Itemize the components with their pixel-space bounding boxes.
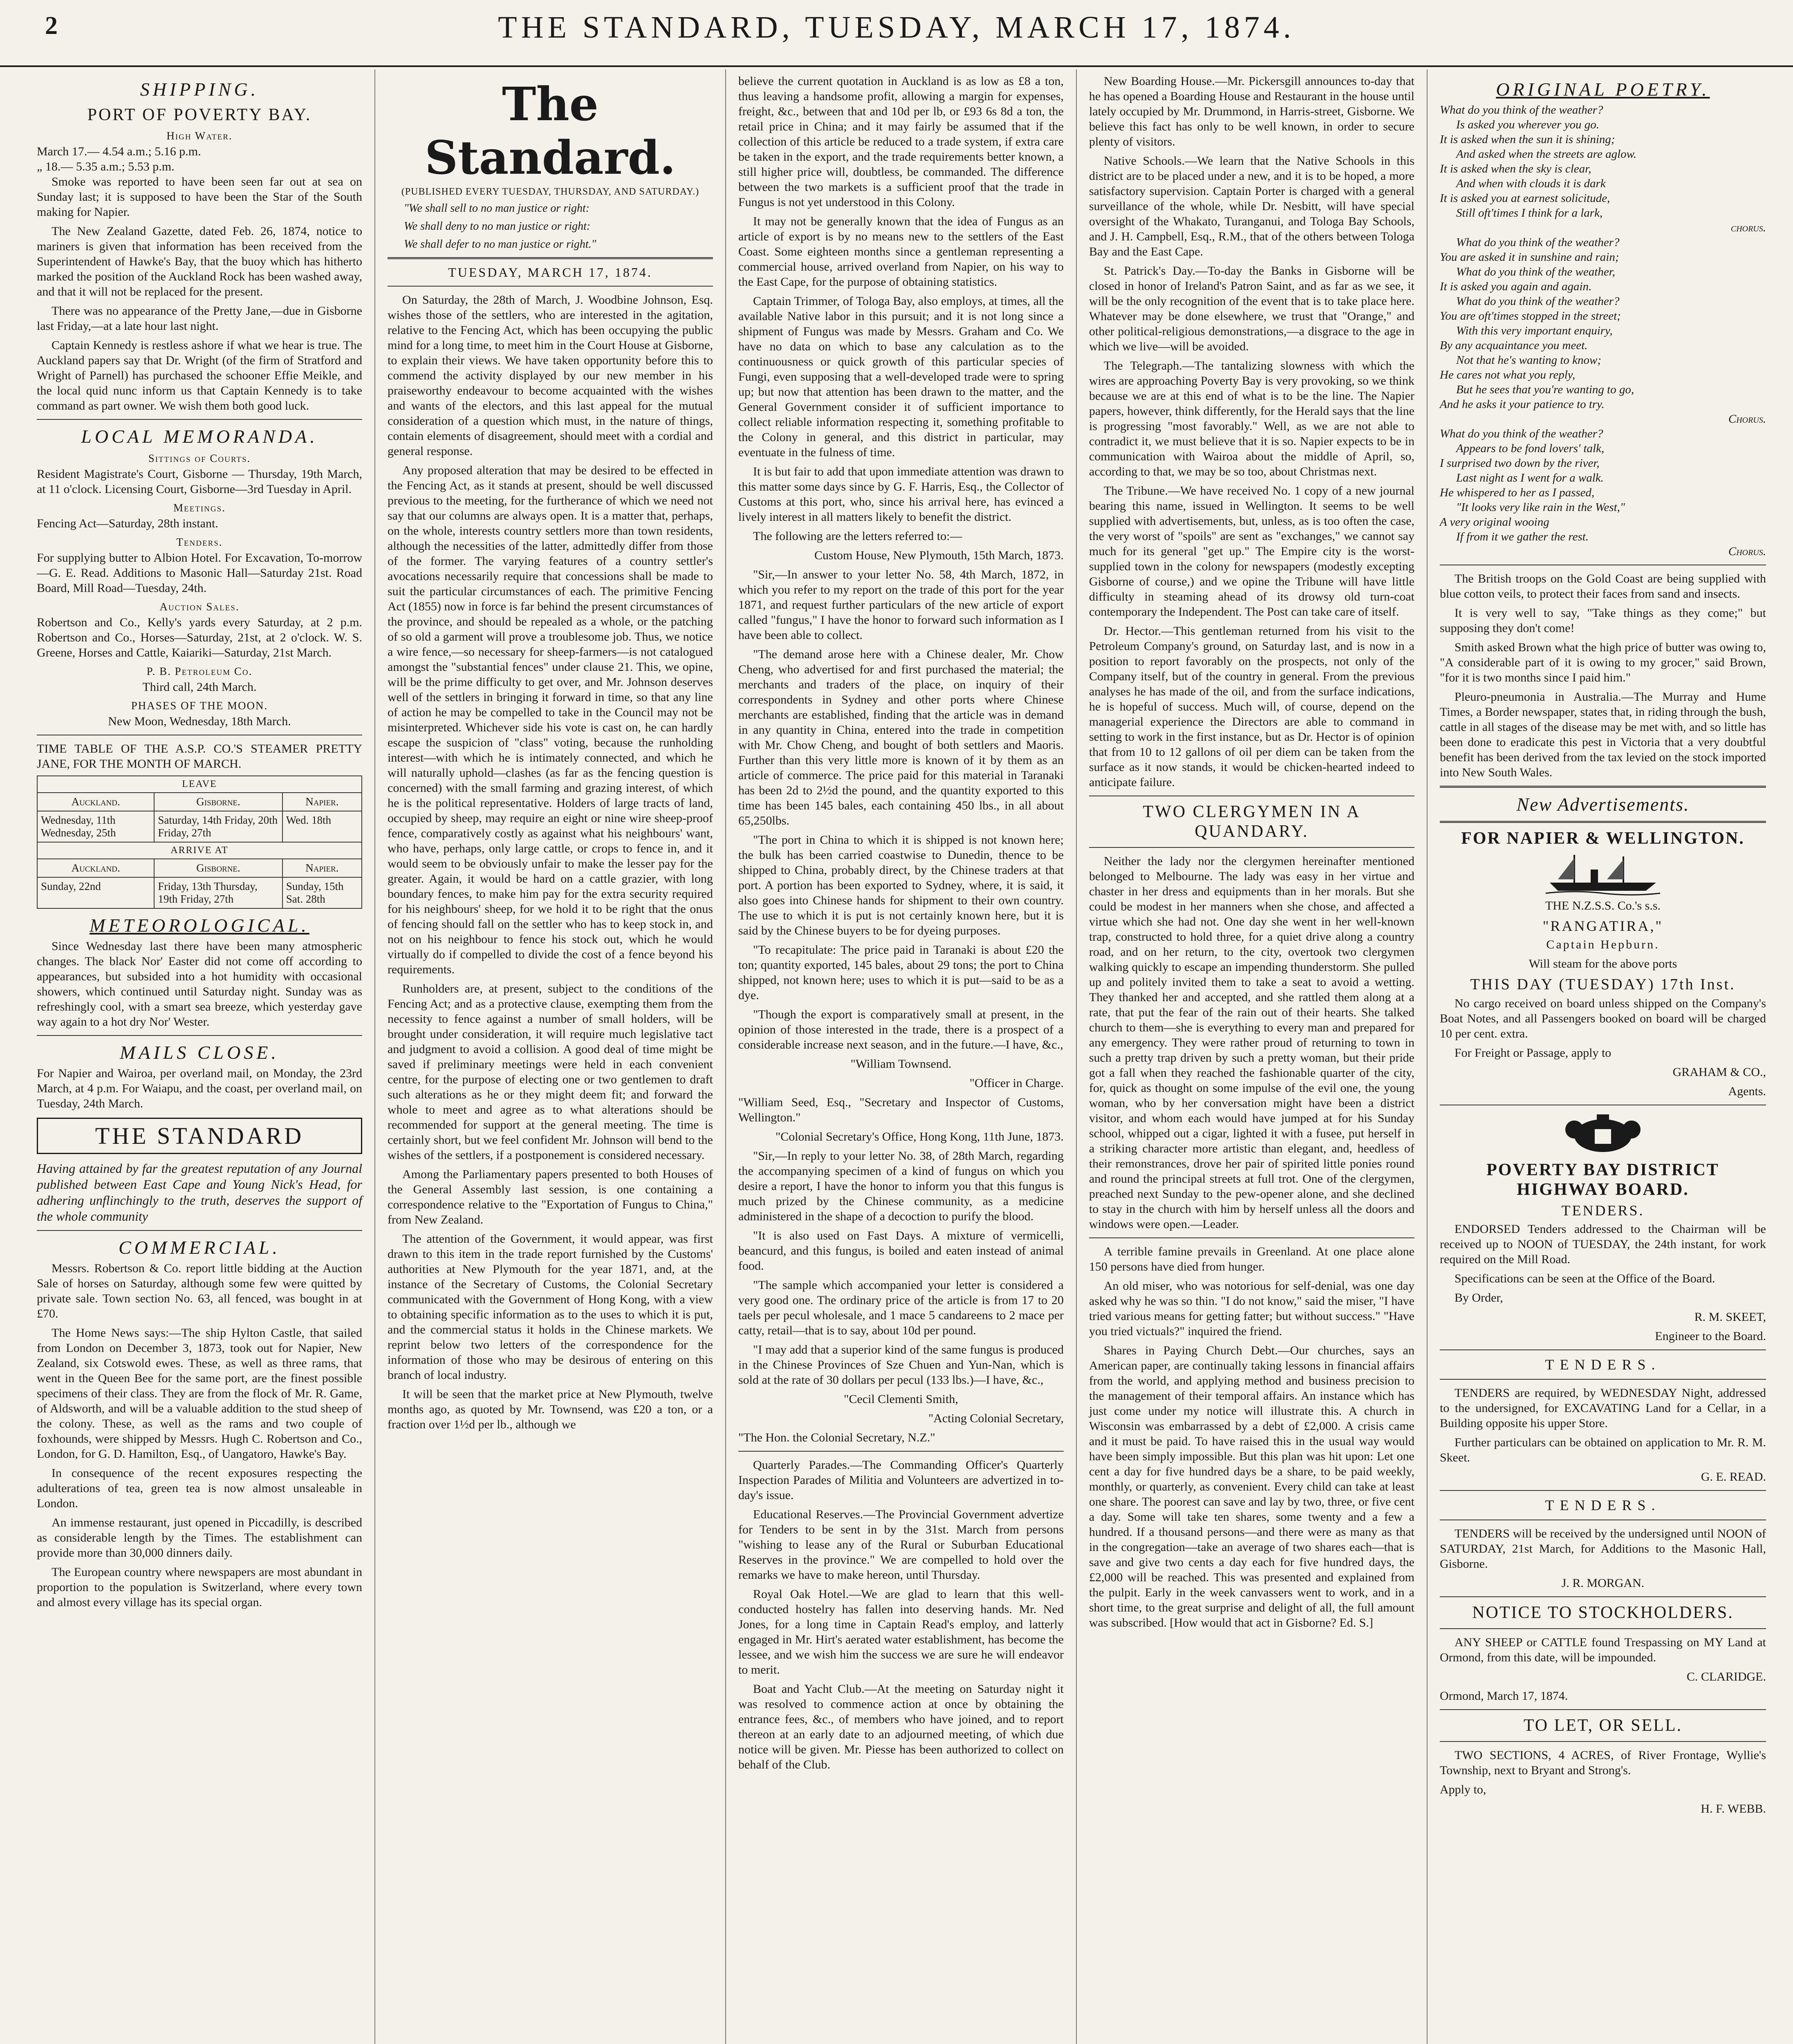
- letter-paragraph: "Though the export is comparatively small at present, in the opinion of those interested in the trade, there is a prospect of a considerable increase next season, and in the future.—I have, &c.,: [738, 1008, 1064, 1051]
- letter-recipient: "William Seed, Esq., "Secretary and Inspector of Customs, Wellington.": [738, 1096, 1064, 1124]
- poem-line: Chorus.: [1728, 412, 1766, 426]
- article-paragraph: It may not be generally known that the idea of Fungus as an article of export is by no means new to the settlers of the East Coast. Some eighteen months since a gentleman representing a commercial house, arrived overland from Napier, on his way to the East Cape, for the purpose of obtaining statistics.: [738, 215, 1064, 289]
- poem-line: What do you think of the weather?: [1440, 103, 1603, 117]
- moon-heading: PHASES OF THE MOON.: [131, 699, 268, 712]
- moon-text: New Moon, Wednesday, 18th March.: [108, 715, 291, 728]
- column-5: [1428, 69, 1778, 2044]
- poem-line: He cares not what you reply,: [1440, 368, 1576, 381]
- letter-address: "Colonial Secretary's Office, Hong Kong, 11th June, 1873.: [775, 1130, 1064, 1143]
- motto-line: We shall defer to no man justice or right.": [404, 238, 596, 251]
- poem-line: It is asked when the sky is clear,: [1440, 162, 1591, 175]
- table-header: Napier.: [282, 793, 362, 811]
- pretty-jane-paragraph: There was no appearance of the Pretty Jane,—due in Gisborne last Friday,—at a late hour last night.: [37, 304, 362, 333]
- ad-to-let-heading: TO LET, OR SELL.: [1523, 1716, 1683, 1735]
- timetable-leave-band: LEAVE: [37, 776, 362, 793]
- editorial-paragraph: Among the Parliamentary papers presented to both Houses of the General Assembly last session, is one containing a correspondence relative to the "Exportation of Fungus to China," from New Zealand.: [388, 1168, 713, 1226]
- editorial-paragraph: On Saturday, the 28th of March, J. Woodbine Johnson, Esq. wishes those of the settlers, who are interested in the agitation, relative to the Fencing Act, which has been occupying the public mind for a long time, to meet him in the Court House at Gisborne, to explain their views. We have taken opportunity before this to commend the activity displayed by our new member in his praiseworthy endeavour to become acquainted with the wishes and wants of the electors, and this last appeal for the mutual consideration of a question which must, in the nature of things, contain elements of disagreement, should meet with a cordial and general response.: [388, 293, 713, 458]
- story-paragraph: Neither the lady nor the clergymen hereinafter mentioned belonged to Melbourne. The lady was easy in her virtue and chaster in her dress and equipments than in her morals. But she could be modest in her manners when she chose, and affected a virtue which she had not. One day she went in her well-known trap, constructed to hold three, for a quiet drive along a country road, and on her return, to the city, overtook two clergymen walking quickly to escape an impending thunderstorm. She pulled up and politely invited them to take a seat to avoid a wetting. They thanked her and accepted, and she rattled them along at a rate, that put the fear of the rain out of their hearts. She talked church to them—she is everything to every man and prepared for any emergency. They were rather proud of returning to town in such a pretty trap driven by such a pretty woman, but their pride got a fall when they reached the fashionable quarter of the city, for, quick as thought on some impulse of the evil one, the young woman, who by her conversation might have been a district visitor, and whom each would have jumped at for his Sunday school, whipped out a cigar, lighted it with a fusee, put herself in a striking character more artistic than elegant, and, heedless of their remonstrances, drove her pair of spirited little ponies round and round the principal streets at full trot. One of the clergymen, preached next Sunday to the pew-opener alone, and she declined to stay in the church with him by herself unless all the doors and windows were open.—Leader.: [1089, 854, 1414, 1231]
- ad-departure-day: THIS DAY (TUESDAY) 17th Inst.: [1470, 976, 1736, 993]
- poem-line: If from it we gather the rest.: [1456, 530, 1589, 543]
- commercial-paragraph: An immense restaurant, just opened in Piccadilly, is described as considerable length by the Times. The establishment can provide more than 30,000 dinners daily.: [37, 1516, 362, 1560]
- news-paragraph: Pleuro-pneumonia in Australia.—The Murray and Hume Times, a Border newspaper, states that, in riding through the bush, cattle in all stages of the disease may be met with, and so little has been done to eradicate this pest in Victoria that a very doubtful benefit has been derived from the tax levied on the stock imported into New South Wales.: [1440, 690, 1766, 779]
- letter-recipient: "The Hon. the Colonial Secretary, N.Z.": [738, 1431, 935, 1444]
- article-paragraph: The following are the letters referred to:—: [753, 529, 962, 543]
- ad-tenders-heading: TENDERS.: [1545, 1497, 1661, 1513]
- table-header: Auckland.: [37, 859, 154, 877]
- commercial-paragraph: The Home News says:—The ship Hylton Castle, that sailed from London on December 3, 1873, took out for Napier, New Zealand, six Cotswold ewes. These, as well as three rams, that went in the Queen Bee for the same port, are the finest possible specimens of their class. They are from the flock of Mr. R. Game, of Aldsworth, and will be a valuable addition to the stud sheep of the colony. These, as well as the rams and two couple of foxhounds, were shipped by Messrs. Hugh C. Robertson and Co., London, for G. D. Hamilton, Esq., of Uangatoro, Hawke's Bay.: [37, 1326, 362, 1461]
- table-header: Gisborne.: [154, 793, 282, 811]
- letter-address: Custom House, New Plymouth, 15th March, 1873.: [814, 549, 1064, 562]
- ad-apply-line: For Freight or Passage, apply to: [1455, 1046, 1611, 1060]
- poem-line: A very original wooing: [1440, 515, 1549, 529]
- ad-tender-more: Further particulars can be obtained on application to Mr. R. M. Skeet.: [1440, 1436, 1766, 1464]
- divider: [1440, 1741, 1766, 1742]
- mails-heading: MAILS CLOSE.: [120, 1042, 279, 1063]
- ad-signature: R. M. SKEET,: [1694, 1310, 1766, 1324]
- poem-line: What do you think of the weather,: [1456, 265, 1616, 278]
- poem-line: What do you think of the weather?: [1456, 236, 1620, 249]
- divider: [37, 1035, 362, 1036]
- gazette-paragraph: The New Zealand Gazette, dated Feb. 26, 1874, notice to mariners is given that information has been received from the Superintendent of Hawke's Bay, that the buoy which has hitherto marked the position of the Auckland Rock has been washed away, and that it will not be replaced for the present.: [37, 224, 362, 298]
- poem-line: By any acquaintance you meet.: [1440, 339, 1588, 352]
- ad-captain: Captain Hepburn.: [1546, 938, 1660, 951]
- poem-line: And asked when the streets are aglow.: [1456, 148, 1637, 161]
- table-cell: Saturday, 14th Friday, 20th Friday, 27th: [154, 811, 282, 842]
- news-paragraph: It is very well to say, "Take things as they come;" but supposing they don't come!: [1440, 606, 1766, 635]
- ad-stockholders-body: ANY SHEEP or CATTLE found Trespassing on MY Land at Ormond, from this date, will be impounded.: [1440, 1636, 1766, 1664]
- ad-signature: J. R. MORGAN.: [1561, 1576, 1645, 1590]
- smoke-paragraph: Smoke was reported to have been seen far out at sea on Sunday last; it is supposed to have been the Star of the South making for Napier.: [37, 175, 362, 219]
- article-paragraph: Captain Trimmer, of Tologa Bay, also employs, at times, all the available Native labor in this pursuit; and it is not long since a shipment of Fungus was made by Messrs. Graham and Co. We have no data on which to base any calculation as to the continuousness or quick growth of this particular species of Fungi, even supposing that a well-developed trade were to spring up; but now that attention has been drawn to the matter, and the General Government consider it of sufficient importance to collect reliable information respecting it, something profitable to the Colony in general, and this district in particular, may eventuate in the fulness of time.: [738, 294, 1064, 459]
- ad-signature-title: Engineer to the Board.: [1655, 1329, 1766, 1343]
- ad-apply-line: Apply to,: [1440, 1783, 1486, 1796]
- poetry-heading: ORIGINAL POETRY.: [1496, 79, 1710, 100]
- article-paragraph: believe the current quotation in Auckland is as low as £8 a ton, thus leaving a handsome profit, allowing a margin for expenses, freight, &c., between that and 10d per lb, or £93 6s 8d a ton, the retail price in China; and it may fairly be assumed that if the collection of this article be reduced to a trade system, if extra care be taken in the export, and the trade requirements better known, a still higher price will, doubtless, be commanded. The difference between the two markets is a sufficient proof that the trade in Fungus is not yet understood in this Colony.: [738, 74, 1064, 209]
- ad-ship-name: "RANGATIRA,": [1542, 918, 1663, 934]
- poem-line: chorus.: [1730, 221, 1766, 234]
- divider: [37, 1230, 362, 1231]
- ad-signature-title: Agents.: [1728, 1085, 1766, 1098]
- meteorological-heading: METEOROLOGICAL.: [90, 915, 309, 936]
- news-paragraph: Native Schools.—We learn that the Native Schools in this district are to be placed under a new, and it is to be hoped, a more satisfactory supervision. Captain Porter is charged with a general surveillance of the whole, while Dr. Nesbitt, will have special oversight of the Whakato, Turanganui, and Tologa Bay Schools, and J. H. Campbell, Esq., R.M., that of the others between Tologa Bay and the East Cape.: [1089, 154, 1414, 258]
- table-cell: Friday, 13th Thursday, 19th Friday, 27th: [154, 877, 282, 908]
- poem-line: I surprised two down by the river,: [1440, 457, 1600, 470]
- kennedy-paragraph: Captain Kennedy is restless ashore if what we hear is true. The Auckland papers say that Dr. Wright (of the firm of Stratford and Wright of Parnell) has purchased the schooner Effie Meikle, and the local quid nunc inform us that Captain Kennedy is to take command as part owner. We wish them both good luck.: [37, 338, 362, 412]
- commercial-paragraph: Messrs. Robertson & Co. report little bidding at the Auction Sale of horses on Saturday, although some few were quitted by private sale. Town section No. 63, all fenced, was bought in at £70.: [37, 1262, 362, 1320]
- poem-line: But he sees that you're wanting to go,: [1456, 383, 1634, 396]
- meteorological-text: Since Wednesday last there have been many atmospheric changes. The black Nor' Easter did not come off according to appearances, but subsided into a hot humidity with occasional showers, which continued until Saturday night. Sunday was as refreshingly cool, with a smart sea breeze, which yesterday gave way again to a hot dry Nor' Wester.: [37, 939, 362, 1029]
- mails-text: For Napier and Wairoa, per overland mail, on Monday, the 23rd March, at 4 p.m. For Waiapu, and the coast, per overland mail, on Tuesday, 24th March.: [37, 1067, 362, 1110]
- divider: [1440, 786, 1766, 788]
- sittings-heading: Sittings of Courts.: [148, 452, 251, 464]
- ad-tender-body: TENDERS are required, by WEDNESDAY Night, addressed to the undersigned, for EXCAVATING Land for a Cellar, in a Building opposite his upper Store.: [1440, 1386, 1766, 1430]
- poem-line: Not that he's wanting to know;: [1456, 354, 1602, 367]
- advertisements-heading: New Advertisements.: [1516, 794, 1690, 815]
- poem-line: You are oft'times stopped in the street;: [1440, 309, 1621, 323]
- petroleum-text: Third call, 24th March.: [142, 680, 257, 694]
- motto-line: We shall deny to no man justice or right:: [404, 220, 591, 233]
- editorial-dateline: TUESDAY, MARCH 17, 1874.: [448, 265, 652, 280]
- auction-heading: Auction Sales.: [159, 601, 240, 613]
- story-heading: TWO CLERGYMEN IN A QUANDARY.: [1143, 802, 1361, 841]
- ad-tenders-heading: TENDERS.: [1545, 1356, 1661, 1373]
- coat-of-arms-icon: [1558, 1111, 1648, 1156]
- motto-line: "We shall sell to no man justice or right:: [404, 202, 590, 215]
- table-cell: Wed. 18th: [282, 811, 362, 842]
- letter-signature-title: "Officer in Charge.: [969, 1076, 1064, 1090]
- divider: [1440, 1490, 1766, 1491]
- standard-banner: THE STANDARD: [37, 1118, 362, 1154]
- editorial-paragraph: Any proposed alteration that may be desired to be effected in the Fencing Act, as it stands at present, should be well discussed previous to the meeting, for the furtherance of which we need not say that our columns are always open. It is a matter that, perhaps, on the whole, interests country settlers more than town residents, although the necessities of the latter, admittedly differ from those of the former. The varying features of a country settler's avocations necessarily require that concessions shall be made to suit the particular circumstances of each. The primitive Fencing Act (1855) now in force is far behind the present circumstances of the province, and should be repealed as a whole, or the patching of so old a garment will prove a troublesome job. Thus, we notice a wire fence,—so necessary for sheep-farmers—is not catalogued amongst the "substantial fences" under clause 21. This, we opine, will be the prime difficulty to get over, and Mr. Johnson deserves well of the settlers in bringing it forward in time, so that any line of action he may be compelled to take in the Council may not be misinterpreted. Whichever side his vote is cast on, he can hardly escape the suspicion of "class" voting, because the runholding interest—with which he is intimately connected, and which he will naturally uphold—clashes (as far as the fencing question is concerned) with the small farming and grazing interest, of which he is the political representative. Holders of large tracts of land, occupied by sheep, may require an eight or nine wire sheep-proof fence, comparatively costly as against what his neighbours' want, who have, perhaps, only large cattle, or crops to fence in, and it would seem to be obviously unfair to make the lesser pay for the greater. Again, it would be hard on a cattle grazier, with long boundary fences, to make him pay for the extra security required for his neighbours' sheep, for we hold it to be right that the onus of fencing should fall on the settler who has to keep stock in, and not on his neighbour to fence his stock out, which he would virtually do if compelled to divide the cost of a fence beyond his requirements.: [388, 464, 713, 976]
- poem: [1440, 103, 1766, 559]
- columns: [25, 69, 1778, 2044]
- news-paragraph: Quarterly Parades.—The Commanding Officer's Quarterly Inspection Parades of Militia and Volunteers are advertized in to-day's issue.: [738, 1458, 1064, 1502]
- news-paragraph: Boat and Yacht Club.—At the meeting on Saturday night it was resolved to commence action at once by obtaining the entrance fees, &c., of members who have joined, and to report thereon at an early date to an adjourned meeting, of which due notice will be given. Mr. Piesse has been authorized to collect on behalf of the Club.: [738, 1682, 1064, 1771]
- letter-paragraph: "Sir,—In reply to your letter No. 38, of 28th March, regarding the accompanying specimen of a kind of fungus on which you desire a report, I have the honor to inform you that this fungus is much prized by the Chinese community, as a medicine administered in the shape of a decoction to purify the blood.: [738, 1149, 1064, 1223]
- poem-line: Appears to be fond lovers' talk,: [1456, 442, 1605, 455]
- table-cell: Sunday, 22nd: [37, 877, 154, 908]
- column-1: [25, 69, 375, 2044]
- poem-line: "It looks very like rain in the West,": [1456, 501, 1625, 514]
- column-2: [375, 69, 726, 2044]
- running-head: THE STANDARD, TUESDAY, MARCH 17, 1874.: [498, 10, 1295, 45]
- poem-line: And he asks it your patience to try.: [1440, 398, 1605, 411]
- auction-text: Robertson and Co., Kelly's yards every Saturday, at 2 p.m. Robertson and Co., Horses—Saturday, 21st, at 2 o'clock. W. S. Greene, Horses and Cattle, Kaiariki—Saturday, 21st March.: [37, 616, 362, 659]
- news-paragraph: Educational Reserves.—The Provincial Government advertize for Tenders to be sent in by the 31st. March from persons "wishing to lease any of the Rural or Suburban Educational Reserves in the province." We are compelled to hold over the remarks we have to make hereon, until Thursday.: [738, 1508, 1064, 1582]
- article-paragraph: It is but fair to add that upon immediate attention was drawn to this matter some days since by G. F. Harris, Esq., the Collector of Customs at this port, who, since his arrival here, has evinced a lively interest in all matters likely to benefit the district.: [738, 465, 1064, 524]
- ad-to-let-body: TWO SECTIONS, 4 ACRES, of River Frontage, Wyllie's Township, next to Bryant and Strong's.: [1440, 1748, 1766, 1777]
- poem-line: It is asked you at earnest solicitude,: [1440, 192, 1610, 205]
- editorial-paragraph: The attention of the Government, it would appear, was first drawn to this item in the trade report furnished by the Customs' authorities at New Plymouth for the year 1871, and, at the instance of the Secretary of Customs, the Colonial Secretary communicated with the Government of Hong Kong, with a view to obtaining specific information as to the uses to which it is put, and the commercial status it holds in the Chinese markets. We reprint below two letters of the correspondence for the information of those who may be desirous of entering on this branch of local industry.: [388, 1232, 713, 1382]
- commercial-paragraph: In consequence of the recent exposures respecting the adulterations of tea, green tea is now almost unsaleable in London.: [37, 1466, 362, 1510]
- steamship-icon: [1542, 851, 1664, 896]
- poem-line: Still oft'times I think for a lark,: [1456, 206, 1603, 220]
- letter-paragraph: "Sir,—In answer to your letter No. 58, 4th March, 1872, in which you refer to my report on the trade of this port for the year 1871, and request further particulars of the new article of export called "fungus," I have the honor to forward such information as I have been able to collect.: [738, 568, 1064, 642]
- news-paragraph: St. Patrick's Day.—To-day the Banks in Gisborne will be closed in honor of Ireland's Patron Saint, and as far as we see, it will be the only recognition of the event that is to take place here. Whatever may be done elsewhere, we trust that "Orange," and other political-religious demonstrations,—a disgrace to the age in which we live—will be avoided.: [1089, 264, 1414, 353]
- ad-signature: C. CLARIDGE.: [1686, 1670, 1766, 1683]
- poem-line: And when with clouds it is dark: [1456, 177, 1606, 190]
- high-water-line: March 17.— 4.54 a.m.; 5.16 p.m.: [37, 145, 201, 158]
- ad-tender-body: TENDERS will be received by the undersigned until NOON of SATURDAY, 21st March, for Additions to the Masonic Hall, Gisborne.: [1440, 1527, 1766, 1571]
- letter-paragraph: "I may add that a superior kind of the same fungus is produced in the Chinese Provinces of Sze Chuen and Yun-Nan, which is sold at the rate of 30 dollars per pecul (133 lbs.)—I have, &c.,: [738, 1343, 1064, 1387]
- news-paragraph: Dr. Hector.—This gentleman returned from his visit to the Petroleum Company's ground, on Saturday last, and is now in a position to report favorably on the prospects, not only of the Company itself, but of the country in general. From the previous analyses he has made of the oil, and from the surface indications, he is hopeful of success. Much will, of course, depend on the managerial experience the Directors are able to command in setting to work in the first instance, but as Dr. Hector is of opinion that from 10 to 12 gallons of oil per diem can be taken from the surface as it now stands, it would be chicken-hearted indeed to anticipate failure.: [1089, 624, 1414, 789]
- table-cell: Wednesday, 11th Wednesday, 25th: [37, 811, 154, 842]
- letter-paragraph: "It is also used on Fast Days. A mixture of vermicelli, beancurd, and this fungus, is boiled and eaten instead of animal food.: [738, 1229, 1064, 1273]
- divider: [738, 1451, 1064, 1452]
- commercial-paragraph: The European country where newspapers are most abundant in proportion to the population is Switzerland, where every town and almost every village has its special organ.: [37, 1565, 362, 1609]
- editorial-paragraph: It will be seen that the market price at New Plymouth, twelve months ago, as quoted by Mr. Townsend, was £20 a ton, or a fraction over 1½d per lb., although we: [388, 1387, 713, 1431]
- commercial-heading: COMMERCIAL.: [119, 1237, 280, 1258]
- high-water-line: „ 18.— 5.35 a.m.; 5.53 p.m.: [37, 160, 175, 173]
- timetable-arrive-band: ARRIVE AT: [37, 842, 362, 859]
- ad-signature: H. F. WEBB.: [1701, 1802, 1766, 1815]
- news-paragraph: The Tribune.—We have received No. 1 copy of a new journal bearing this name, issued in Wellington. It seems to be well supplied with advertisements, but, unless, as is too often the case, the very worst of "spoils" are sent as "exchanges," we cannot say much for its general "get up." The Empire city is the worst-supplied town in the colony for newspapers (modestly excepting Gisborne of course,) and we opine the Tribune will have little difficulty in steaming ahead of its drowsy old turn-coat contemporary the Independent. The Post can take care of itself.: [1089, 484, 1414, 619]
- letter-paragraph: "To recapitulate: The price paid in Taranaki is about £20 the ton; quantity exported, 145 bales, about 29 tons; the port to China shipped, not known here; uses to which it is put—said to be as a dye.: [738, 943, 1064, 1002]
- ad-tenders-heading: TENDERS.: [1561, 1202, 1645, 1219]
- column-4: [1077, 69, 1428, 2044]
- ad-tender-order: By Order,: [1455, 1291, 1503, 1304]
- table-header: Auckland.: [37, 793, 154, 811]
- poem-line: It is asked you again and again.: [1440, 280, 1592, 293]
- divider: [37, 419, 362, 420]
- news-paragraph: Royal Oak Hotel.—We are glad to learn that this well-conducted hostelry has fallen into deserving hands. Mr. Ned Jones, for a long time in Captain Read's employ, and latterly engaged in Mr. Hirt's aerated water establishment, has become the lessee, and we wish him the success we are sure he will endeavor to merit.: [738, 1587, 1064, 1676]
- local-memoranda-heading: LOCAL MEMORANDA.: [81, 426, 318, 447]
- ad-highway-board-heading: POVERTY BAY DISTRICT HIGHWAY BOARD.: [1486, 1161, 1719, 1199]
- meetings-heading: Meetings.: [173, 502, 226, 514]
- tenders-text: For supplying butter to Albion Hotel. For Excavation, To-morrow—G. E. Read. Additions to Masonic Hall—Saturday 21st. Road Board, Mill Road—Tuesday, 24th.: [37, 551, 362, 595]
- page-header: [0, 0, 1793, 67]
- table-header: Napier.: [282, 859, 362, 877]
- poem-line: Last night as I went for a walk.: [1456, 471, 1604, 484]
- poem-line: It is asked when the sun it is shining;: [1440, 133, 1615, 146]
- letter-paragraph: "The demand arose here with a Chinese dealer, Mr. Chow Cheng, who advertised for and first purchased the material; the merchants and traders of the place, on inquiry of their correspondents in Sydney and other ports where Chinese merchants are established, finding that the article was in demand in any quantity in China, entered into the trade in competition with Mr. Chow Cheng, and bought of both settlers and Maoris. Further than this very little more is known of it by them as an article of commerce. The price paid for this material in Taranaki has been 2d to 2½d the pound, and the quantity exported to this time has been 145 bales, each containing 450 lbs., in all about 65,250lbs.: [738, 648, 1064, 827]
- divider: [388, 257, 713, 259]
- news-paragraph: A terrible famine prevails in Greenland. At one place alone 150 persons have died from hunger.: [1089, 1245, 1414, 1273]
- ad-napier-heading: FOR NAPIER & WELLINGTON.: [1461, 829, 1745, 848]
- news-paragraph: The Telegraph.—The tantalizing slowness with which the wires are approaching Poverty Bay is very provoking, so we think because we are at this end of what is to be the line. The Napier papers, however, think differently, for the Herald says that the line is progressing "most favorably." Well, as we are not able to contradict it, we must believe that it is so. Napier expects to be in communication with Wairoa about the middle of April, so, according to that, we may be so too, about Christmas next.: [1089, 359, 1414, 478]
- letter-paragraph: "The sample which accompanied your letter is considered a very good one. The ordinary price of the article is from 17 to 20 taels per pecul wholesale, and 1 mace 5 candareens to 2 mace per catty, retail—that is to say, about 10d per pound.: [738, 1278, 1064, 1337]
- editorial-paragraph: Runholders are, at present, subject to the conditions of the Fencing Act; and as a protective clause, exempting them from the necessity to fence against a number of small holders, will be brought under consideration, it will require much legislative tact and judgment to avoid a collision. A good deal of time might be saved if preliminary meetings were held in each convenient centre, for the purpose of electing one or two gentlemen to draft such alterations as he or they might deem fit; and forward the whole to meet and agree as to what alterations should be recommended for support at the general meeting. The time is certainly short, but we feel confident Mr. Johnson will bend to the wishes of the settlers, if a postponement is considered necessary.: [388, 982, 713, 1162]
- column-3: [726, 69, 1077, 2044]
- ad-company-line: THE N.Z.S.S. Co.'s s.s.: [1545, 899, 1661, 912]
- poem-line: He whispered to her as I passed,: [1440, 486, 1595, 499]
- news-paragraph: Shares in Paying Church Debt.—Our churches, says an American paper, are continually taking lessons in financial affairs from the world, and applying method and business precision to the management of their temporal affairs. An instance which has just come under my notice will illustrate this. A church in Wisconsin was embarrassed by a debt of £2,000. A crisis came and it must be paid. To have raised this in the usual way would have been simply impossible. But this plan was hit upon: Let one cent a day for five hundred days be a share, to be paid weekly, monthly, or quarterly, as convenient. Every child can take at least one share. The poorest can save and lay by two, three, or five cent a day. Some will take ten shares, some twenty and a few a hundred. If a thousand persons—and there were as many as that in the congregation—take an average of two shares each—that is save and give two cents a day each for five hundred days, the £2,000 will be reached. This was presented and explained from the pulpit. Early in the week canvassers went to work, and in a short time, to the great surprise and delight of all, the full amount was subscribed. [How would that act in Gisborne? Ed. S.]: [1089, 1344, 1414, 1629]
- poem-line: What do you think of the weather?: [1440, 427, 1603, 440]
- newspaper-title: The Standard.: [425, 78, 676, 185]
- poem-line: What do you think of the weather?: [1456, 295, 1620, 308]
- ad-signature: G. E. READ.: [1701, 1470, 1766, 1484]
- letter-signature: "Cecil Clementi Smith,: [844, 1392, 958, 1406]
- ad-route-line: Will steam for the above ports: [1529, 957, 1677, 970]
- tenders-heading: Tenders.: [176, 536, 223, 548]
- news-paragraph: Smith asked Brown what the high price of butter was owing to, "A considerable part of it is owing to my grocer," said Brown, "for it is two months since I paid him.": [1440, 641, 1766, 684]
- port-heading: PORT OF POVERTY BAY.: [87, 105, 312, 124]
- divider: [1440, 821, 1766, 823]
- poem-line: With this very important enquiry,: [1456, 324, 1613, 337]
- divider: [1440, 1709, 1766, 1710]
- ad-tender-spec: Specifications can be seen at the Office of the Board.: [1455, 1272, 1715, 1285]
- petroleum-heading: P. B. Petroleum Co.: [146, 665, 253, 677]
- divider: [1089, 1237, 1414, 1238]
- meetings-text: Fencing Act—Saturday, 28th instant.: [37, 517, 218, 530]
- news-paragraph: The British troops on the Gold Coast are being supplied with blue cotton veils, to protect their faces from sand and insects.: [1440, 572, 1766, 601]
- divider: [1440, 1379, 1766, 1380]
- letter-signature-title: "Acting Colonial Secretary,: [928, 1412, 1064, 1425]
- standard-promo: Having attained by far the greatest reputation of any Journal published between East Cape and Young Nick's Head, for adhering unflinchingly to the truth, deserves the support of the whole community: [37, 1161, 362, 1224]
- sittings-text: Resident Magistrate's Court, Gisborne — Thursday, 19th March, at 11 o'clock. Licensing Court, Gisborne—3rd Tuesday in April.: [37, 467, 362, 496]
- publication-schedule: (PUBLISHED EVERY TUESDAY, THURSDAY, AND SATURDAY.): [401, 186, 699, 197]
- page-number: 2: [45, 12, 58, 40]
- ad-cargo-note: No cargo received on board unless shipped on the Company's Boat Notes, and all Passengers booked on board will be charged 10 per cent. extra.: [1440, 997, 1766, 1040]
- ad-tender-body: ENDORSED Tenders addressed to the Chairman will be received up to NOON of TUESDAY, the 24th instant, for work required on the Mill Road.: [1440, 1222, 1766, 1266]
- letter-signature: "William Townsend.: [850, 1057, 952, 1071]
- ad-signature: GRAHAM & CO.,: [1672, 1065, 1766, 1079]
- news-paragraph: New Boarding House.—Mr. Pickersgill announces to-day that he has opened a Boarding House and Restaurant in the house until lately occupied by Mr. Drummond, in Harris-street, Gisborne. We believe this fact has only to be well known, in order to secure plenty of visitors.: [1089, 74, 1414, 148]
- poem-line: Chorus.: [1728, 545, 1766, 558]
- table-header: Gisborne.: [154, 859, 282, 877]
- shipping-heading: SHIPPING.: [140, 79, 259, 100]
- divider: [1440, 1349, 1766, 1350]
- divider: [1089, 847, 1414, 848]
- timetable-table: [37, 775, 362, 909]
- high-water-heading: High Water.: [166, 130, 233, 142]
- divider: [1440, 1596, 1766, 1597]
- ad-date: Ormond, March 17, 1874.: [1440, 1689, 1568, 1703]
- ad-stockholders-heading: NOTICE TO STOCKHOLDERS.: [1472, 1603, 1734, 1622]
- table-cell: Sunday, 15th Sat. 28th: [282, 877, 362, 908]
- news-paragraph: An old miser, who was notorious for self-denial, was one day asked why he was so thin. "I do not know," said the miser, "I have tried various means for getting fatter; but without success." "Have you tried victuals?" inquired the friend.: [1089, 1279, 1414, 1338]
- poem-line: You are asked it in sunshine and rain;: [1440, 251, 1619, 264]
- divider: [1440, 1628, 1766, 1629]
- timetable-heading: TIME TABLE OF THE A.S.P. CO.'S STEAMER PRETTY JANE, FOR THE MONTH OF MARCH.: [37, 742, 362, 771]
- poem-line: Is asked you wherever you go.: [1456, 118, 1600, 131]
- letter-paragraph: "The port in China to which it is shipped is not known here; the bulk has been carried coastwise to Dunedin, thence to be shipped to China, probably direct, by the Chinese traders at that port. A portion has been exported to Sydney, where, it is said, it also goes into Chinese hands for shipment to their own country. The use to which it is put is not certainly known here, but it is said by the Chinese buyers to be for dyeing purposes.: [738, 833, 1064, 937]
- divider: [388, 286, 713, 287]
